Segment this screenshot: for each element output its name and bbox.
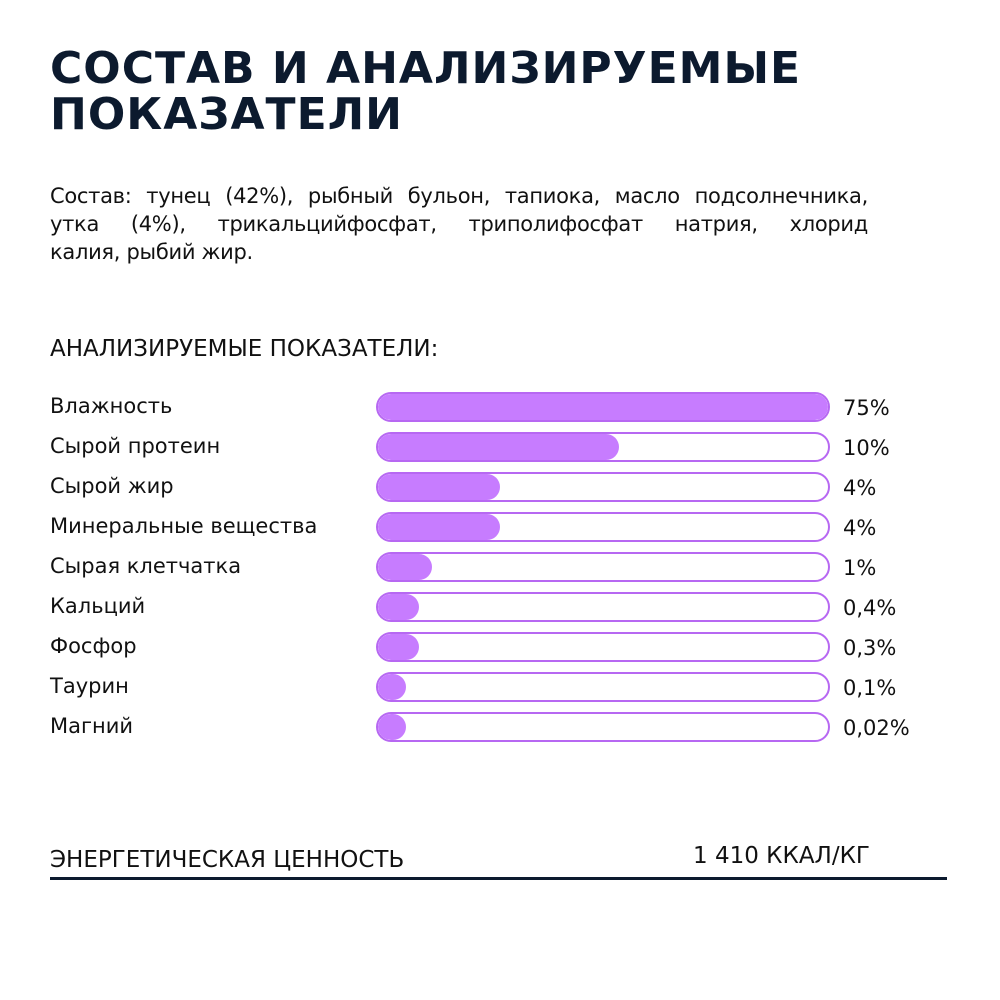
- indicator-value: 1%: [843, 556, 877, 580]
- indicator-label: Таурин: [50, 674, 129, 698]
- composition-line-3: калия, рыбий жир.: [50, 240, 253, 264]
- indicator-bar-fill: [378, 514, 500, 540]
- page-title-line-1: СОСТАВ И АНАЛИЗИРУЕМЫЕ: [50, 43, 802, 94]
- indicator-value: 0,02%: [843, 716, 910, 740]
- indicator-row: [0, 390, 1000, 430]
- indicator-bar-fill: [378, 434, 619, 460]
- indicator-bar: [376, 512, 830, 542]
- indicator-label: Магний: [50, 714, 134, 738]
- energy-value: 1 410 ККАЛ/КГ: [693, 843, 870, 869]
- indicator-bar: [376, 672, 830, 702]
- indicator-label: Сырая клетчатка: [50, 554, 242, 578]
- indicator-bar-fill: [378, 474, 500, 500]
- indicator-bar: [376, 632, 830, 662]
- indicator-bar-fill: [378, 554, 432, 580]
- indicator-row: [0, 710, 1000, 750]
- indicator-bar: [376, 392, 830, 422]
- indicator-row: [0, 670, 1000, 710]
- indicator-label: Минеральные вещества: [50, 514, 318, 538]
- indicator-bar: [376, 472, 830, 502]
- indicator-bar-fill: [378, 674, 406, 700]
- indicator-bar: [376, 592, 830, 622]
- indicator-label: Сырой жир: [50, 474, 174, 498]
- indicator-row: [0, 510, 1000, 550]
- composition-line-1: Состав: тунец (42%), рыбный бульон, тапиока, масло подсолнечника,: [50, 184, 868, 208]
- indicator-value: 10%: [843, 436, 890, 460]
- page-title-line-2: ПОКАЗАТЕЛИ: [50, 89, 403, 140]
- indicator-value: 0,4%: [843, 596, 897, 620]
- indicators-heading: АНАЛИЗИРУЕМЫЕ ПОКАЗАТЕЛИ:: [50, 336, 439, 362]
- indicator-label: Кальций: [50, 594, 146, 618]
- indicator-bar-fill: [378, 634, 419, 660]
- indicator-bar-fill: [378, 714, 406, 740]
- indicator-bar: [376, 432, 830, 462]
- indicator-bar: [376, 552, 830, 582]
- composition-line-2: утка (4%), трикальцийфосфат, триполифосфат натрия, хлорид: [50, 212, 868, 236]
- indicator-row: [0, 430, 1000, 470]
- indicator-label: Сырой протеин: [50, 434, 221, 458]
- indicator-value: 4%: [843, 516, 877, 540]
- indicator-row: [0, 470, 1000, 510]
- indicator-bar: [376, 712, 830, 742]
- indicator-label: Влажность: [50, 394, 173, 418]
- indicator-value: 0,3%: [843, 636, 897, 660]
- indicator-value: 0,1%: [843, 676, 897, 700]
- indicator-bar-fill: [378, 394, 828, 420]
- indicator-value: 4%: [843, 476, 877, 500]
- page-title: [50, 43, 950, 140]
- energy-divider: [50, 877, 947, 880]
- indicator-value: 75%: [843, 396, 890, 420]
- composition-text: [50, 182, 868, 266]
- indicator-label: Фосфор: [50, 634, 137, 658]
- energy-label: ЭНЕРГЕТИЧЕСКАЯ ЦЕННОСТЬ: [50, 847, 405, 873]
- indicators-list: [0, 390, 1000, 750]
- indicator-row: [0, 590, 1000, 630]
- indicator-bar-fill: [378, 594, 419, 620]
- indicator-row: [0, 630, 1000, 670]
- indicator-row: [0, 550, 1000, 590]
